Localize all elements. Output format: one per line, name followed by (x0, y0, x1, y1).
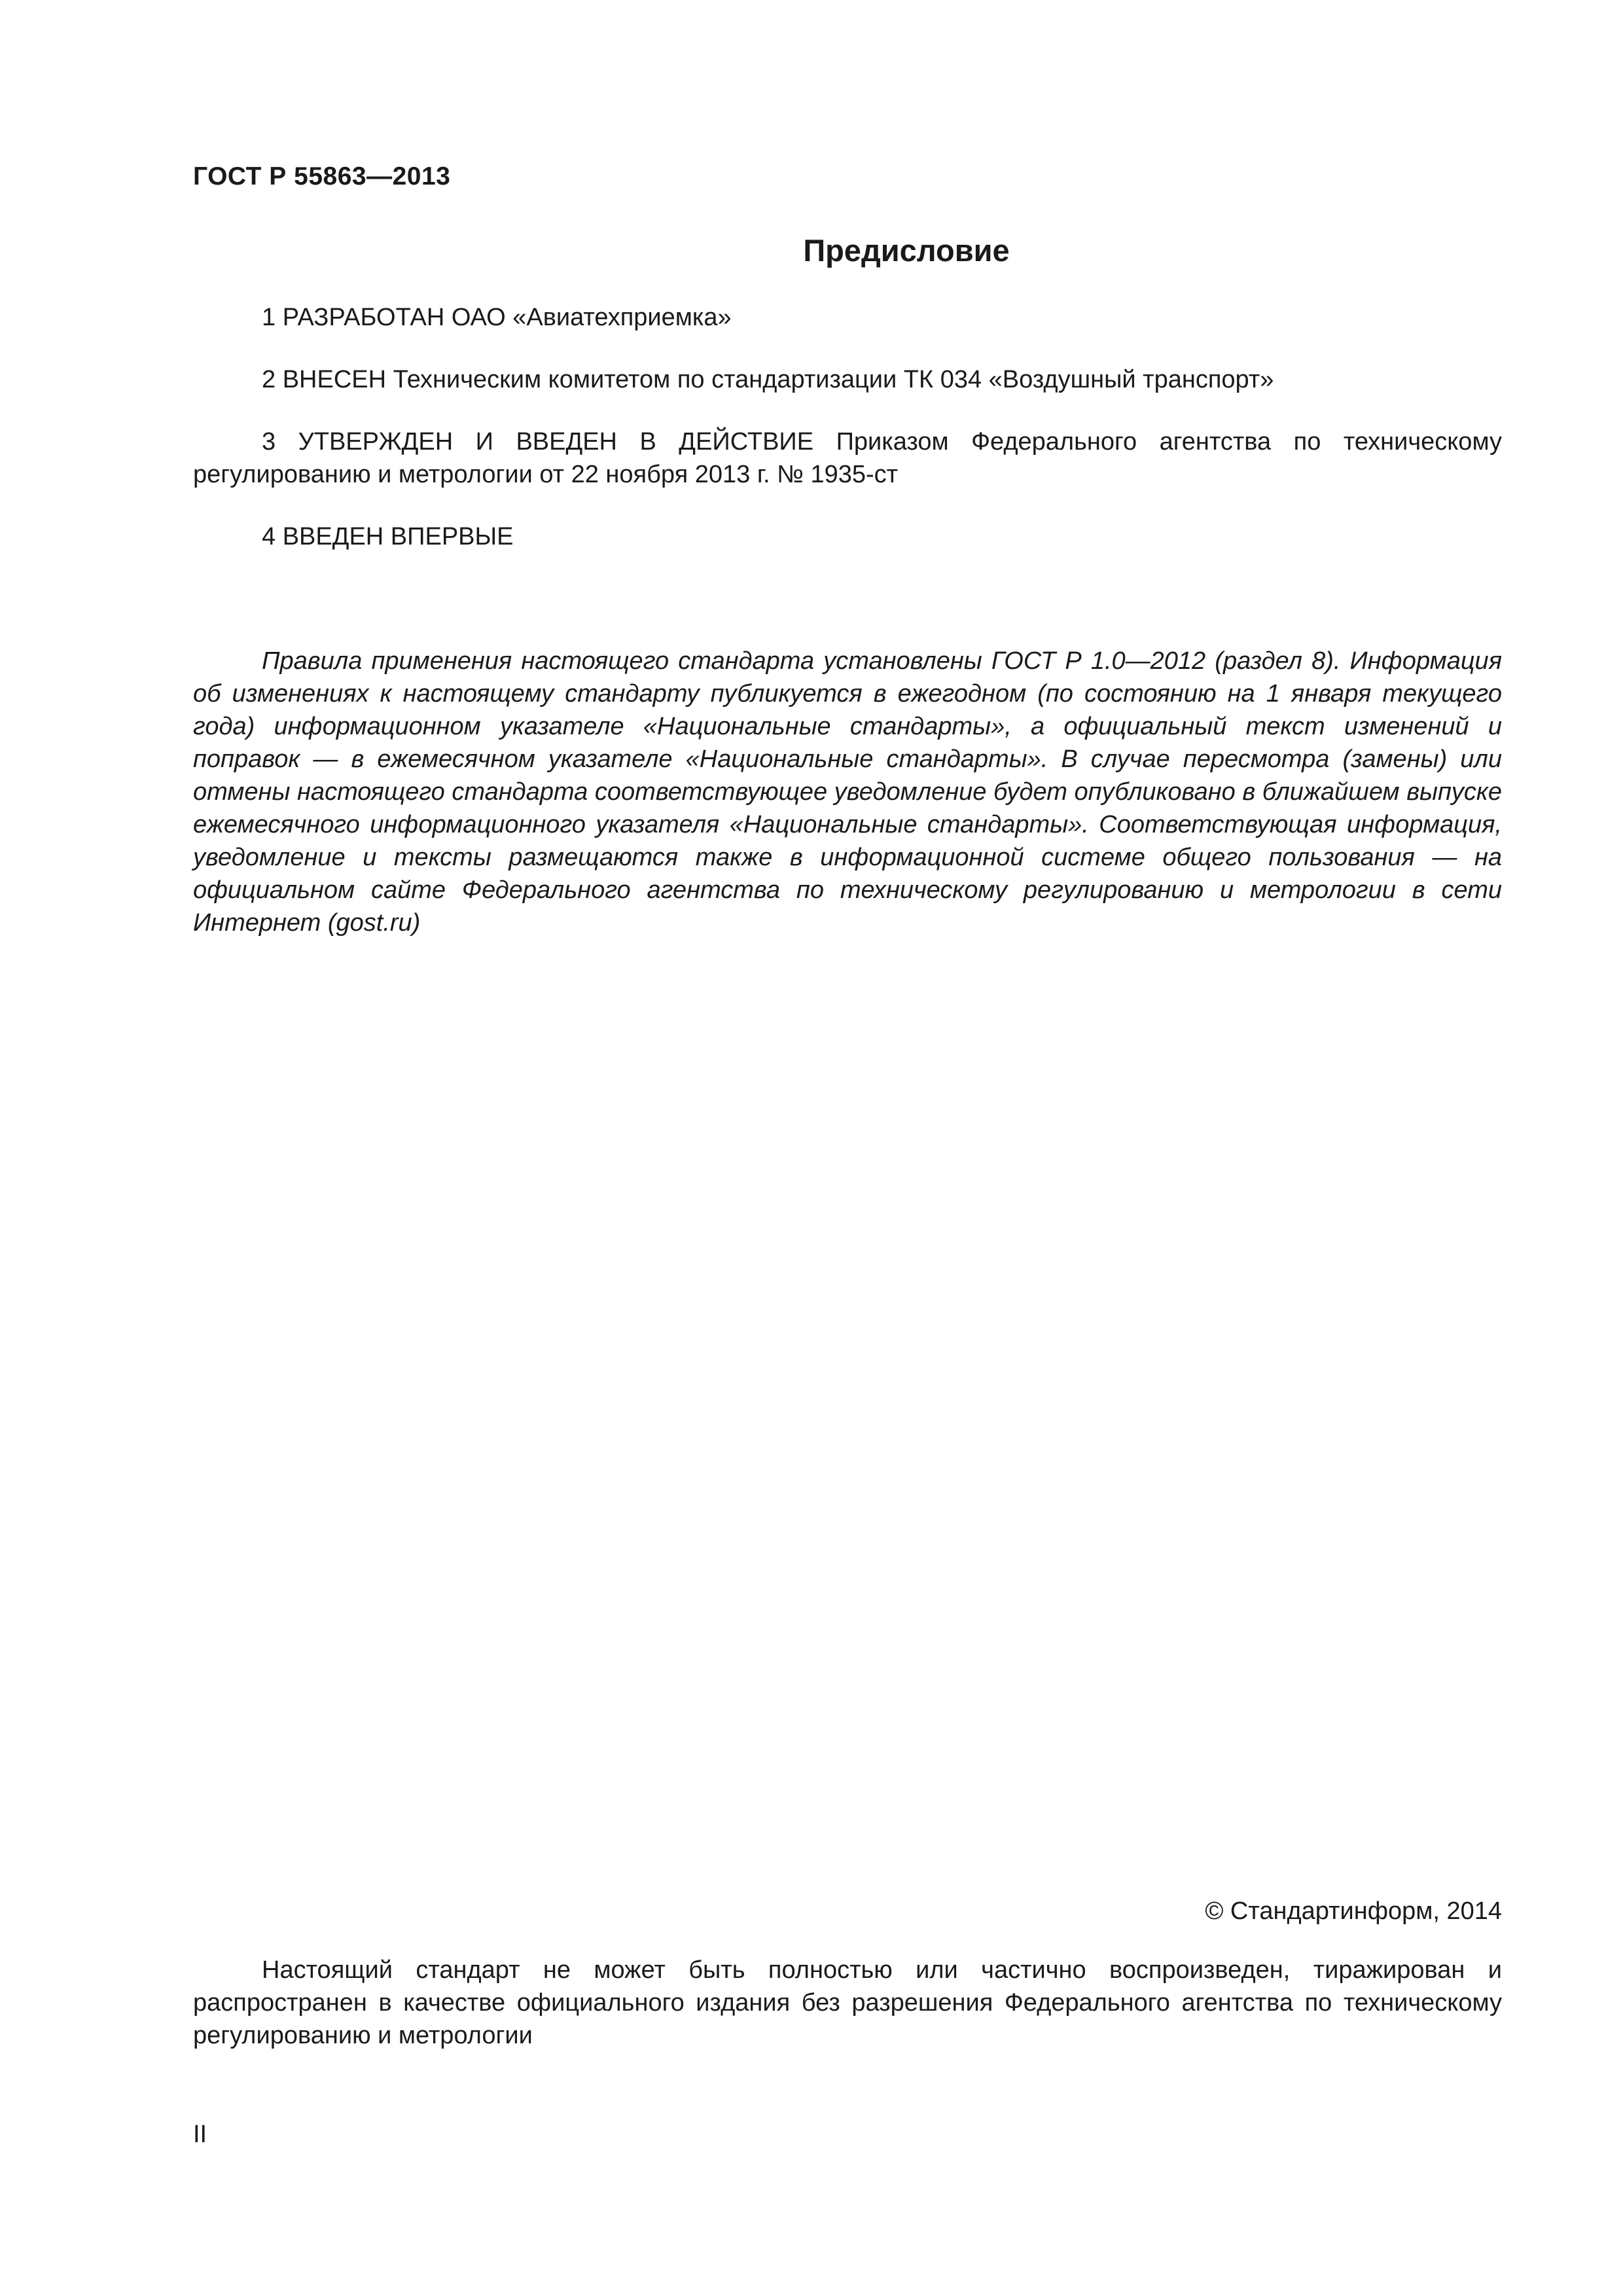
copyright-line: © Стандартинформ, 2014 (1205, 1897, 1502, 1925)
list-item-text: 1 РАЗРАБОТАН ОАО «Авиатехприемка» (262, 304, 732, 331)
list-item (193, 425, 1502, 491)
list-item-text: 4 ВВЕДЕН ВПЕРВЫЕ (262, 523, 514, 550)
list-item (193, 520, 1502, 553)
list-item (193, 363, 1502, 396)
rules-paragraph: Правила применения настоящего стандарта установлены ГОСТ Р 1.0—2012 (раздел 8). Информация об изменениях к настоящему стандарту публикуется в ежегодном (по состоянию на 1 января текущего года) информационном указателе «Национальные стандарты», а официальный текст изменений и поправок — в ежемесячном указателе «Национальные стандарты». В случае пересмотра (замены) или отмены настоящего стандарта соответствующее уведомление будет опубликовано в ближайшем выпуске ежемесячного информационного указателя «Национальные стандарты». Соответствующая информация, уведомление и тексты размещаются также в информационной системе общего пользования — на официальном сайте Федерального агентства по техническому регулированию и метрологии в сети Интернет (gost.ru) (193, 647, 1502, 937)
reproduction-notice: Настоящий стандарт не может быть полностью или частично воспроизведен, тиражирован и распространен в качестве официального издания без разрешения Федерального агентства по техническому регулированию и метрологии (193, 1956, 1502, 2049)
list-item-text: 2 ВНЕСЕН Техническим комитетом по стандартизации ТК 034 «Воздушный транспорт» (262, 366, 1274, 393)
page-title: Предисловие (803, 233, 1010, 268)
list-item (193, 301, 1502, 334)
list-item-text: 3 УТВЕРЖДЕН И ВВЕДЕН В ДЕЙСТВИЕ Приказом Федерального агентства по техническому регулированию и метрологии от 22 ноября 2013 г. № 1935-ст (193, 428, 1502, 488)
page-number: II (193, 2121, 207, 2148)
standard-code: ГОСТ Р 55863—2013 (193, 162, 451, 190)
